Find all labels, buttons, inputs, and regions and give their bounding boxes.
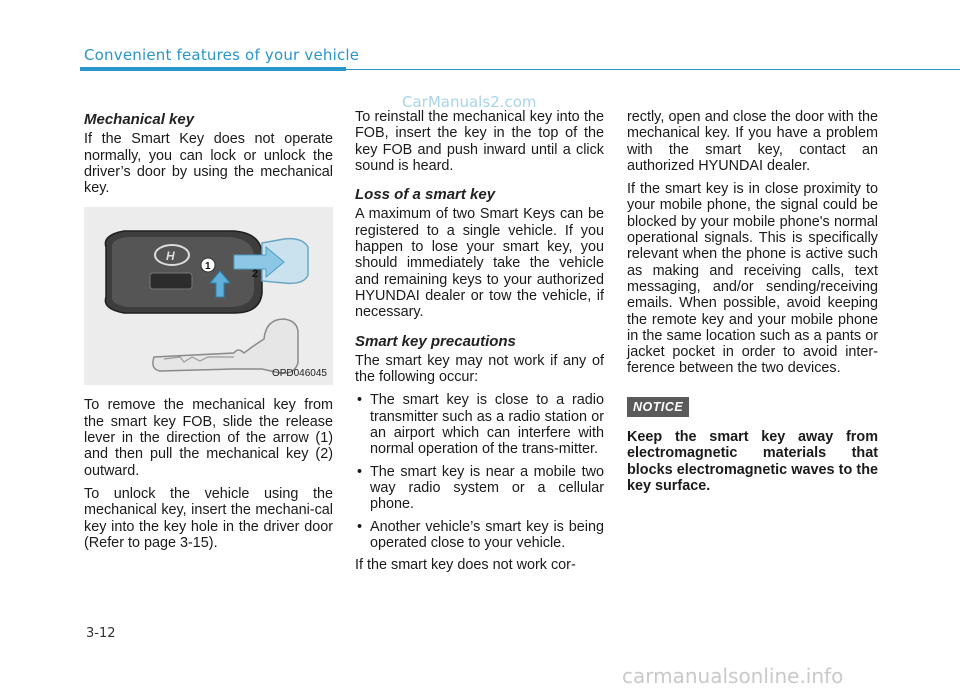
column-2 bbox=[355, 109, 604, 580]
heading-smart-key-precautions: Smart key precautions bbox=[355, 332, 516, 350]
callout-1: 1 bbox=[205, 261, 211, 273]
paragraph: rectly, open and close the door with the mechanical key. If you have a problem with the smart key, contact an authorized HYUNDAI dealer. bbox=[627, 109, 878, 174]
paragraph: To remove the mechanical key from the smart key FOB, slide the release lever in the direction of the arrow (1) and then pull the mechanical key (2) outward. bbox=[84, 397, 333, 479]
figure-code: OPD046045 bbox=[271, 368, 327, 380]
callout-2: 2 bbox=[252, 268, 259, 281]
paragraph: To reinstall the mechanical key into the FOB, insert the key in the top of the key FOB and push inward until a click sound is heard. bbox=[355, 109, 604, 174]
notice-text: Keep the smart key away from electromagnetic materials that blocks electromagnetic waves to the key surface. bbox=[627, 429, 878, 494]
smart-key-illustration bbox=[84, 207, 333, 385]
list-item: • The smart key is close to a radio transmitter such as a radio station or an airport which can interfere with normal operation of the trans-mitter. bbox=[355, 392, 604, 457]
column-1 bbox=[84, 112, 333, 558]
svg-text:H: H bbox=[166, 249, 175, 264]
watermark-bottom: carmanualsonline.info bbox=[622, 664, 844, 688]
paragraph: The smart key may not work if any of the following occur: bbox=[355, 352, 604, 386]
paragraph: If the Smart Key does not operate normally, you can lock or unlock the driver’s door by using the mechanical key. bbox=[84, 131, 333, 197]
header-bar bbox=[80, 67, 346, 71]
precautions-list bbox=[355, 392, 604, 551]
header-rule bbox=[346, 69, 960, 70]
page-number: 3-12 bbox=[86, 626, 116, 641]
paragraph: If the smart key is in close proximity to your mobile phone, the signal could be blocked by your mobile phone's normal operational signals. This is specifically relevant when the phone is active such as making and receiving calls, text messaging, and/or sending/receiving emails. When possible, avoid keeping the remote key and your mobile phone in the same location such as a pants or jacket pocket in order to avoid inter-ference between the two devices. bbox=[627, 181, 878, 377]
column-3 bbox=[627, 109, 878, 494]
watermark-top: CarManuals2.com bbox=[402, 93, 537, 111]
header-title: Convenient features of your vehicle bbox=[84, 46, 360, 64]
notice-badge: NOTICE bbox=[627, 397, 689, 417]
list-item: • Another vehicle’s smart key is being operated close to your vehicle. bbox=[355, 519, 604, 552]
list-item: • The smart key is near a mobile two way radio system or a cellular phone. bbox=[355, 464, 604, 513]
paragraph: A maximum of two Smart Keys can be registered to a single vehicle. If you happen to lose your smart key, you should immediately take the vehicle and remaining keys to your authorized HYUNDAI dealer or tow the vehicle, if necessary. bbox=[355, 206, 604, 321]
heading-mechanical-key: Mechanical key bbox=[84, 111, 195, 128]
key-figure bbox=[84, 207, 333, 385]
heading-loss-of-smart-key: Loss of a smart key bbox=[355, 186, 496, 204]
paragraph: If the smart key does not work cor- bbox=[355, 557, 576, 574]
paragraph: To unlock the vehicle using the mechanical key, insert the mechani-cal key into the key hole in the driver door (Refer to page 3-15). bbox=[84, 485, 333, 551]
